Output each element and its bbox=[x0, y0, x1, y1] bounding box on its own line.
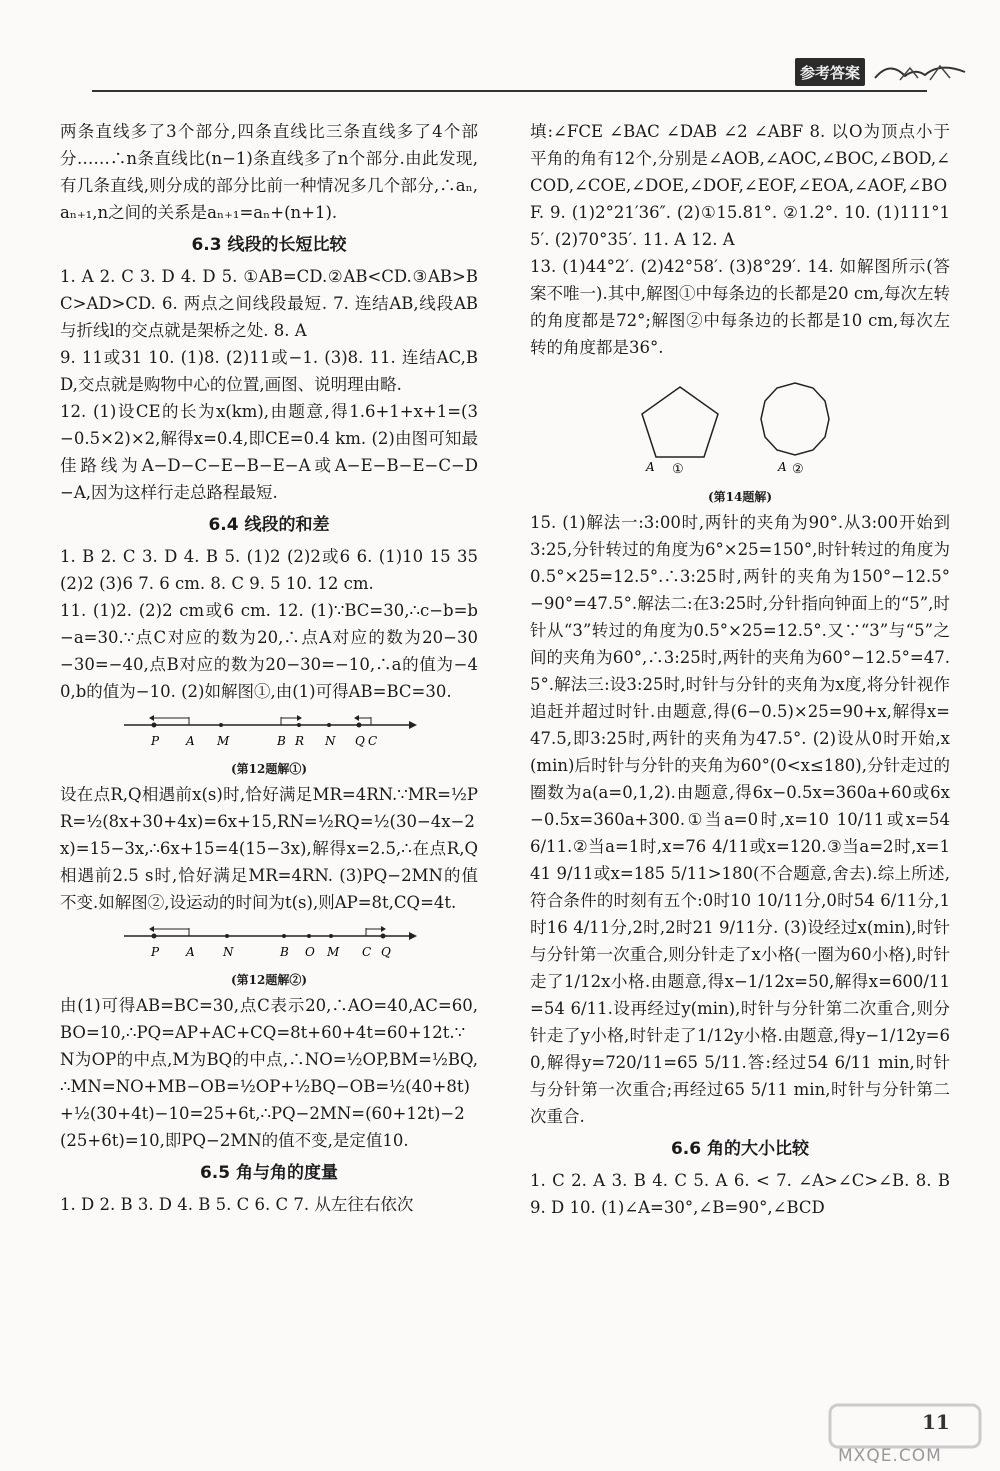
figure-number-line-1 bbox=[60, 713, 478, 777]
figure-number-line-2 bbox=[60, 924, 478, 988]
watermark-text: MXQE.COM bbox=[838, 1446, 942, 1466]
axis-label: C bbox=[368, 734, 378, 748]
axis-label: B bbox=[280, 945, 289, 959]
section-heading: 6.4 线段的和差 bbox=[208, 515, 330, 535]
figure-number: ① bbox=[672, 462, 684, 477]
axis-label: A bbox=[186, 734, 195, 748]
paragraph: 15. (1)解法一:3:00时,两针的夹角为90°.从3:00开始到3:25,分针转过的角度为6°×25=150°,时针转过的角度为0.5°×25=12.5°.∴3:25时,两针的夹角为150°−12.5°−90°=47.5°.解法二:在3:25时,分针指向钟面上的“5”,时针从“3”转过的角度为0.5°×25=12.5°.又∵“3”与“5”之间的夹角为60°,∴3:25时,两针的夹角为60°−12.5°=47.5°.解法三:设3:25时,时针与分针的夹角为x度,将分针视作追赶并超过时针.由题意,得(6−0.5)×25=90+x,解得x=47.5,即3:25时,两针的夹角为47.5°. (2)设从0时开始,x(min)后时针与分针的夹角为60°(0<x≤180),分针走过的圈数为a(a=0,1,2).由题意,得6x−0.5x=360a+60或6x−0.5x=360a+300.①当a=0时,x=10 10/11或x=54 6/11.②当a=1时,x=76 4/11或x=120.③当a=2时,x=141 9/11或x=185 5/11>180(不合题意,舍去).综上所述,符合条件的时刻有五个:0时10 10/11分,0时54 6/11分,1时16 4/11分,2时,2时21 9/11分. (3)设经过x(min),时针与分针第一次重合,则分针走了x小格(一圈为60小格),时针走了1/12x小格.由题意,得x−1/12x=50,解得x=600/11=54 6/11.设再经过y(min),时针与分针第二次重合,则分针走了y小格,时针走了1/12y小格.由题意,得y−1/12y=60,解得y=720/11=65 5/11.答:经过54 6/11 min,时针与分针第一次重合;再经过65 5/11 min,时针与分针第二次重合. bbox=[530, 513, 950, 1126]
section-tag: 参考答案 bbox=[795, 58, 865, 86]
section-heading: 6.3 线段的长短比较 bbox=[191, 235, 347, 255]
axis-label: B bbox=[277, 734, 286, 748]
paragraph: 12. (1)设CE的长为x(km),由题意,得1.6+1+x+1=(3−0.5×2)×2,解得x=0.4,即CE=0.4 km. (2)由图可知最佳路线为A−D−C−E−B−E−A或A−E−B−E−C−D−A,因为这样行走总路程最短. bbox=[60, 402, 478, 502]
vertex-label: A bbox=[778, 460, 787, 474]
axis-label: C bbox=[362, 945, 372, 959]
axis-label: M bbox=[327, 945, 340, 959]
paragraph: 1. B 2. C 3. D 4. B 5. (1)2 (2)2或6 6. (1)10 15 35 (2)2 (3)6 7. 6 cm. 8. C 9. 5 10. 12 cm. bbox=[60, 547, 478, 593]
figure-caption: (第14题解) bbox=[707, 490, 773, 504]
paragraph: 设在点R,Q相遇前x(s)时,恰好满足MR=4RN.∵MR=½PR=½(8x+30+4x)=6x+15,RN=½RQ=½(30−4x−2x)=15−3x,∴6x+15=4(15−3x),解得x=2.5,∴在点R,Q相遇前2.5 s时,恰好满足MR=4RN. (3)PQ−2MN的值不变.如解图②,设运动的时间为t(s),则AP=8t,CQ=4t. bbox=[60, 785, 478, 912]
decoration-icon bbox=[870, 50, 970, 90]
axis-label: R bbox=[295, 734, 305, 748]
vertex-label: A bbox=[646, 460, 655, 474]
paragraph: 两条直线多了3个部分,四条直线比三条直线多了4个部分……∴n条直线比(n−1)条直线多了n个部分.由此发现,有几条直线,则分成的部分比前一种情况多几个部分,∴aₙ,aₙ₊₁,n之间的关系是aₙ₊₁=aₙ+(n+1). bbox=[60, 122, 478, 222]
figure-caption: (第12题解②) bbox=[230, 973, 308, 987]
axis-label: P bbox=[151, 945, 160, 959]
axis-label: N bbox=[223, 945, 234, 959]
figure-number: ② bbox=[792, 462, 804, 477]
paragraph: 11. (1)2. (2)2 cm或6 cm. 12. (1)∵BC=30,∴c−b=b−a=30.∵点C对应的数为20,∴点A对应的数为20−30−30=−40,点B对应的数为20−30=−10,∴a的值为−40,b的值为−10. (2)如解图①,由(1)可得AB=BC=30. bbox=[60, 601, 478, 701]
axis-label: M bbox=[217, 734, 230, 748]
right-column bbox=[530, 118, 950, 1221]
axis-label: O bbox=[305, 945, 315, 959]
section-heading: 6.5 角与角的度量 bbox=[199, 1163, 339, 1183]
paragraph: 1. C 2. A 3. B 4. C 5. A 6. < 7. ∠A>∠C>∠B. 8. B 9. D 10. (1)∠A=30°,∠B=90°,∠BCD bbox=[530, 1171, 950, 1217]
axis-label: A bbox=[186, 945, 195, 959]
axis-label: Q bbox=[355, 734, 365, 748]
paragraph: 9. 11或31 10. (1)8. (2)11或−1. (3)8. 11. 连结AC,BD,交点就是购物中心的位置,画图、说明理由略. bbox=[60, 348, 478, 394]
paragraph: 填:∠FCE ∠BAC ∠DAB ∠2 ∠ABF 8. 以O为顶点小于平角的角有12个,分别是∠AOB,∠AOC,∠BOC,∠BOD,∠COD,∠COE,∠DOE,∠DOF,∠EOF,∠EOA,∠AOF,∠BOF. 9. (1)2°21′36″. (2)①15.81°. ②1.2°. 10. (1)111°15′. (2)70°35′. 11. A 12. A bbox=[530, 122, 950, 249]
section-heading: 6.6 角的大小比较 bbox=[670, 1139, 810, 1159]
axis-label: Q bbox=[381, 945, 391, 959]
figure-caption: (第12题解①) bbox=[230, 762, 308, 776]
axis-label: P bbox=[151, 734, 160, 748]
paragraph: 1. A 2. C 3. D 4. D 5. ①AB=CD.②AB<CD.③AB>BC>AD>CD. 6. 两点之间线段最短. 7. 连结AB,线段AB与折线l的交点就是架桥之处. 8. A bbox=[60, 267, 478, 340]
paragraph: 1. D 2. B 3. D 4. B 5. C 6. C 7. 从左往右依次 bbox=[60, 1195, 414, 1214]
figure-polygons bbox=[530, 369, 950, 505]
paragraph: 13. (1)44°2′. (2)42°58′. (3)8°29′. 14. 如解图所示(答案不唯一).其中,解图①中每条边的长都是20 cm,每次左转的角度都是72°;解图②中每条边的长都是10 cm,每次左转的角度都是36°. bbox=[530, 257, 950, 357]
header-divider bbox=[92, 90, 927, 92]
paragraph: 由(1)可得AB=BC=30,点C表示20,∴AO=40,AC=60,BO=10,∴PQ=AP+AC+CQ=8t+60+4t=60+12t.∵N为OP的中点,M为BQ的中点,∴NO=½OP,BM=½BQ,∴MN=NO+MB−OB=½OP+½BQ−OB=½(40+8t)+½(30+4t)−10=25+6t,∴PQ−2MN=(60+12t)−2(25+6t)=10,即PQ−2MN的值不变,是定值10. bbox=[60, 996, 478, 1150]
left-column bbox=[60, 118, 478, 1218]
axis-label: N bbox=[325, 734, 336, 748]
page-number: 11 bbox=[922, 1410, 950, 1434]
